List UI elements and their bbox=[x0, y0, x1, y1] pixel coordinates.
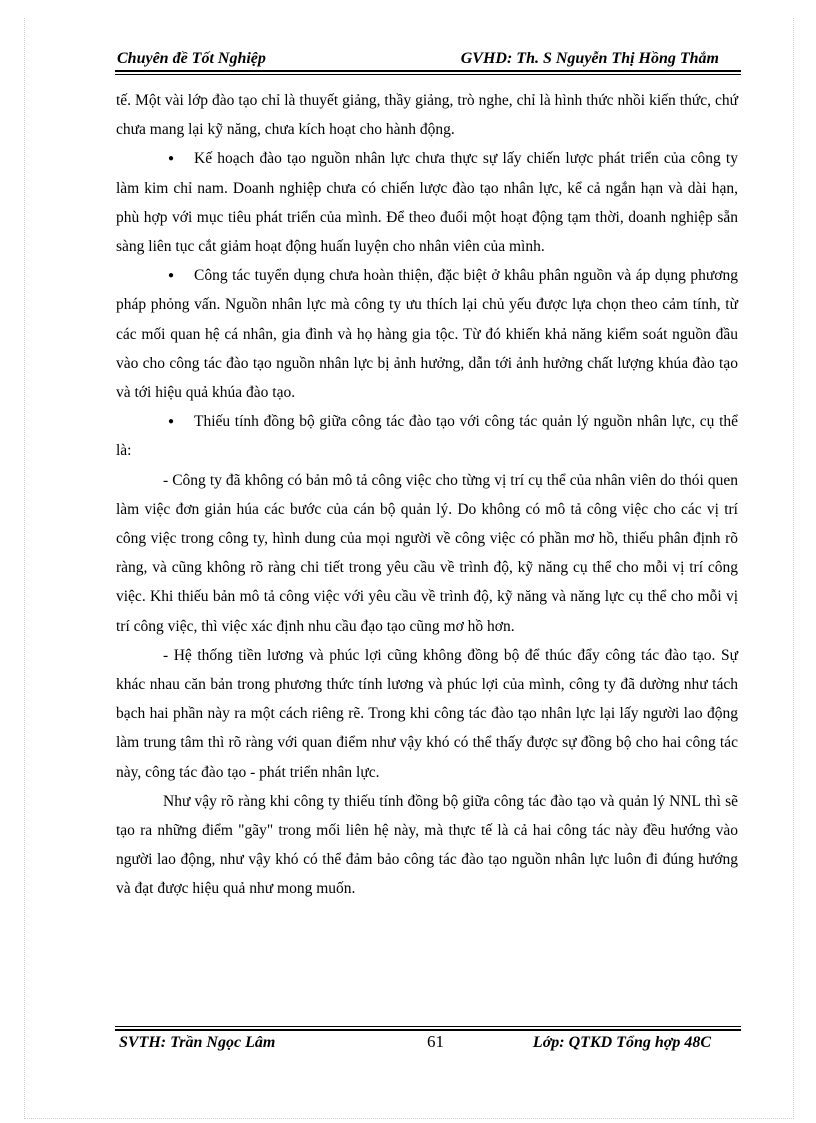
dash-item-job-description: - Công ty đã không có bản mô tả công việc cho từng vị trí cụ thể của nhân viên do thói quen làm việc đơn giản húa các bước của cán bộ quản lý. Do không có mô tả công việc cho các vị trí công việc trong công ty, hình dung của mọi người về công việc có phần mơ hồ, thiếu phân định rõ ràng, và cũng không rõ ràng chi tiết trong yêu cầu về trình độ, kỹ năng cụ thể cho mỗi vị trí công việc. Khi thiếu bản mô tả công việc với yêu cầu về trình độ, kỹ năng và năng lực cụ thể cho mỗi vị trí công việc, thì việc xác định nhu cầu đạo tạo cũng mơ hồ hơn. bbox=[116, 471, 738, 635]
header-document-title: Chuyên đề Tốt Nghiệp bbox=[117, 50, 266, 67]
bullet-text: Kế hoạch đào tạo nguồn nhân lực chưa thực sự lấy chiến lược phát triển của công ty làm kim chỉ nam. Doanh nghiệp chưa có chiến lược đào tạo nhân lực, kể cả ngắn hạn và dài hạn, phù hợp với mục tiêu phát triển của mình. Để theo đuổi một hoạt động tạm thời, doanh nghiệp sẵn sàng liên tục cắt giảm hoạt động huấn luyện cho nhân viên của mình. bbox=[116, 150, 738, 256]
bullet-icon: ● bbox=[168, 270, 175, 282]
bullet-item-recruitment bbox=[116, 261, 738, 407]
page-header bbox=[115, 48, 741, 72]
footer-student: SVTH: Trần Ngọc Lâm bbox=[119, 1034, 276, 1051]
page-footer bbox=[115, 1032, 741, 1056]
bullet-icon: ● bbox=[168, 153, 175, 165]
bullet-item-training-plan bbox=[116, 144, 738, 261]
paragraph-continuation: tế. Một vài lớp đào tạo chỉ là thuyết giảng, thầy giảng, trò nghe, chỉ là hình thức nhồi kiến thức, chứ chưa mang lại kỹ năng, chưa kích hoạt cho hành động. bbox=[116, 92, 738, 139]
footer-class: Lớp: QTKD Tổng hợp 48C bbox=[532, 1034, 711, 1051]
paragraph-conclusion: Như vậy rõ ràng khi công ty thiếu tính đồng bộ giữa công tác đào tạo và quản lý NNL thì sẽ tạo ra những điểm "gãy" trong mối liên hệ này, mà thực tế là cả hai công tác này đều hướng vào người lao động, như vậy khó có thể đảm bảo công tác đào tạo nguồn nhân lực luôn đi đúng hướng và đạt được hiệu quả như mong muốn. bbox=[116, 792, 738, 898]
page-body bbox=[116, 86, 738, 904]
footer-divider bbox=[115, 1026, 741, 1031]
dash-item-salary-benefits: - Hệ thống tiền lương và phúc lợi cũng không đồng bộ để thúc đẩy công tác đào tạo. Sự khác nhau căn bản trong phương thức tính lương và phúc lợi của mình, công ty đã dường như tách bạch hai phần này ra một cách riêng rẽ. Trong khi công tác đào tạo nhân lực lại lấy người lao động làm trung tâm thì rõ ràng với quan điểm như vậy khó có thể thấy được sự đồng bộ cho hai công tác này, công tác đào tạo - phát triển nhân lực. bbox=[116, 646, 738, 781]
header-advisor: GVHD: Th. S Nguyễn Thị Hồng Thắm bbox=[460, 50, 719, 67]
bullet-text: Công tác tuyển dụng chưa hoàn thiện, đặc biệt ở khâu phân nguồn và áp dụng phương pháp phỏng vấn. Nguồn nhân lực mà công ty ưu thích lại chủ yếu được lựa chọn theo cảm tính, từ các mối quan hệ cá nhân, gia đình và họ hàng gia tộc. Từ đó khiến khả năng kiểm soát nguồn đầu vào cho công tác đào tạo nguồn nhân lực bị ảnh hưởng, dẫn tới ảnh hưởng chất lượng khúa đào tạo và tới hiệu quả khúa đào tạo. bbox=[116, 267, 738, 402]
page-number: 61 bbox=[427, 1032, 444, 1051]
bullet-icon: ● bbox=[168, 416, 175, 428]
bullet-item-synchronization bbox=[116, 407, 738, 465]
header-divider bbox=[115, 70, 741, 75]
bullet-text: Thiếu tính đồng bộ giữa công tác đào tạo với công tác quản lý nguồn nhân lực, cụ thể là: bbox=[116, 413, 738, 460]
